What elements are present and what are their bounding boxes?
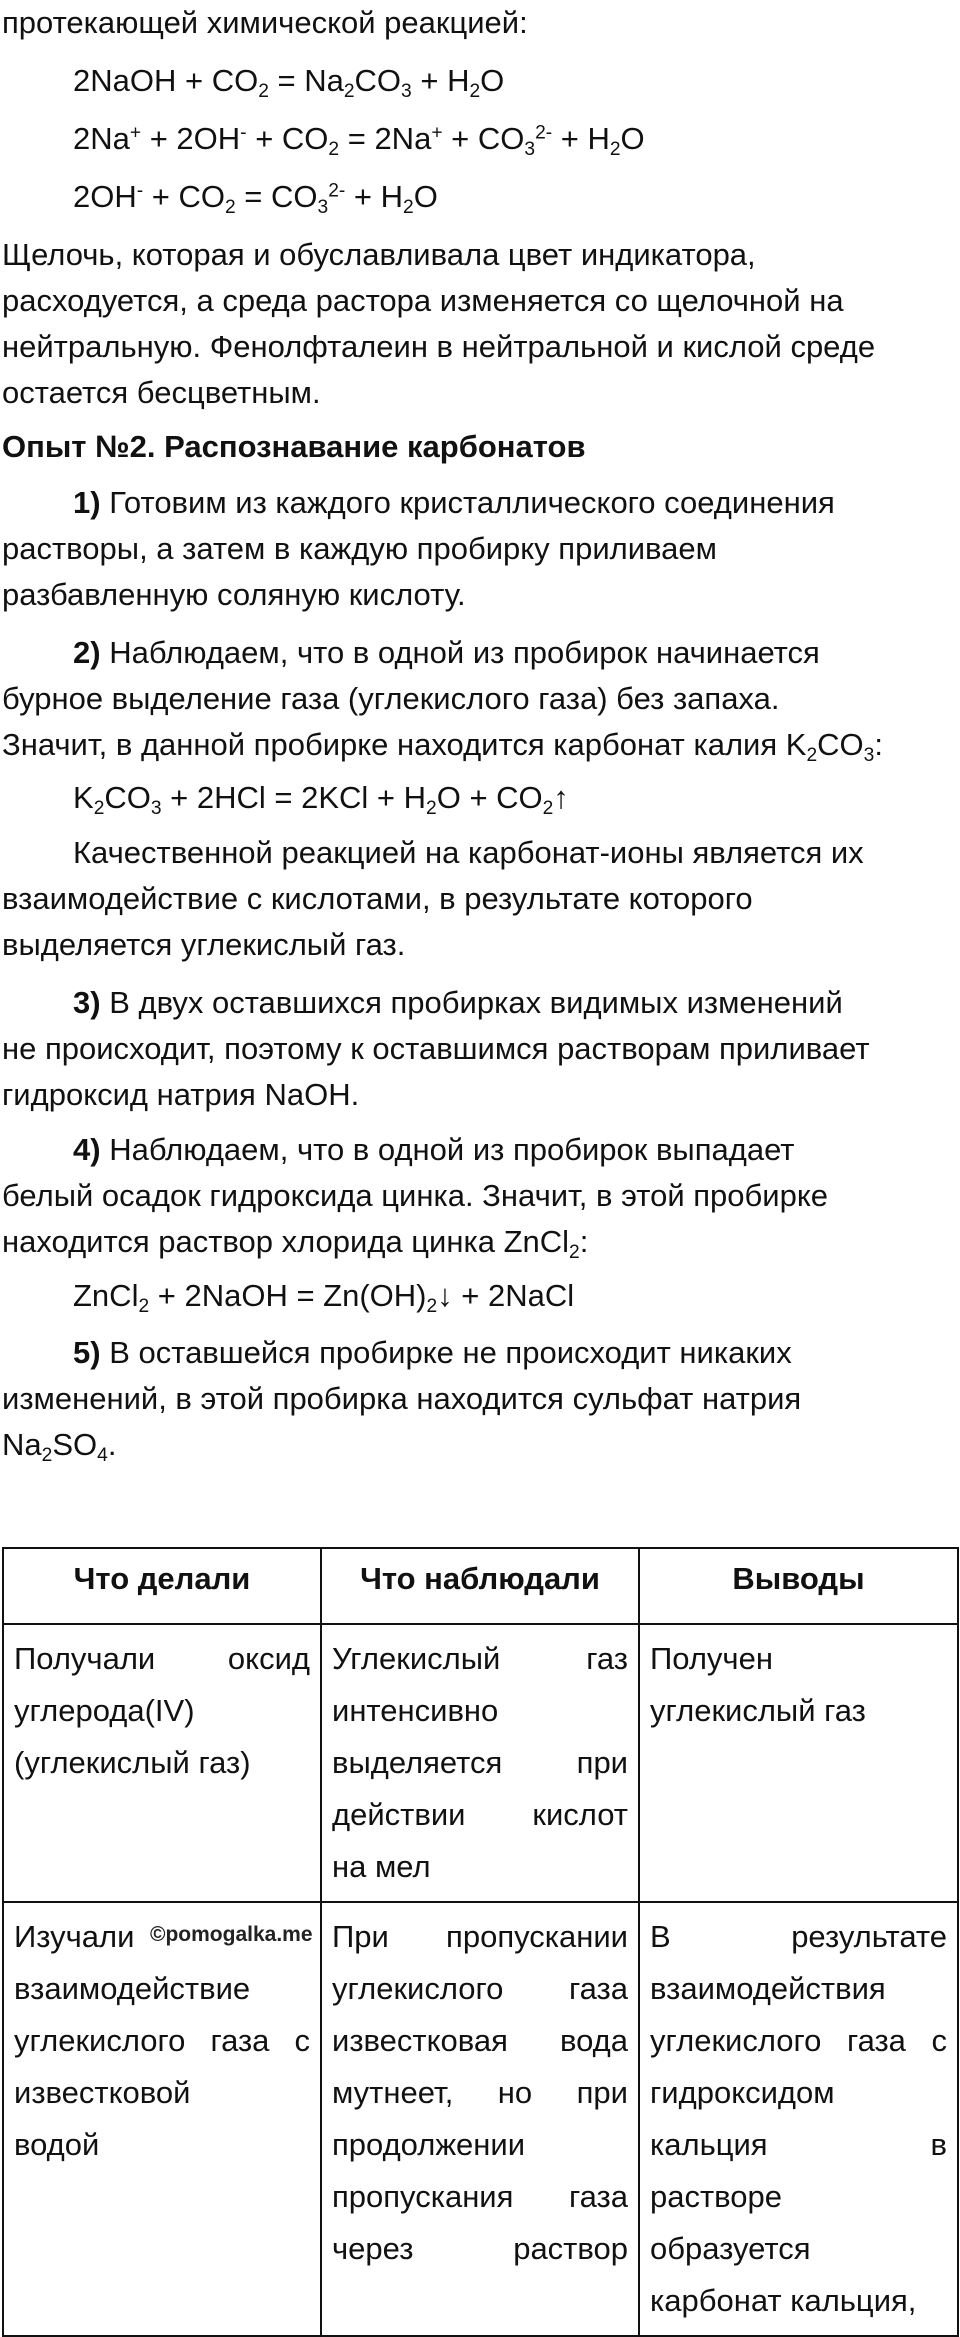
- step1-first-line: [73, 480, 835, 525]
- equation-k2co3: $K_2CO_3 + 2HCl = 2KCl + H_2O$ + $CO_2↑$: [73, 780, 569, 820]
- cell-line: В результате: [650, 1919, 947, 1954]
- paragraph1-line: Щелочь, которая и обуславливала цвет индикатора,: [2, 237, 756, 272]
- step2-first-line: [73, 630, 820, 675]
- cell-line: водой: [14, 2127, 100, 2162]
- cell-line: пропускания газа: [332, 2179, 628, 2214]
- cell-line: углекислого газа с: [14, 2023, 310, 2058]
- cell-line: углекислый газ: [650, 1693, 866, 1728]
- step-number: 5): [73, 1335, 101, 1370]
- equation-2: $2Na^+ + 2OH^- + CO_2 = 2Na^+ + CO_3^{2-} + H_2O$: [73, 121, 645, 161]
- cell-observed: [321, 1902, 639, 2336]
- cell-line: на мел: [332, 1849, 431, 1884]
- step-text: Готовим из каждого кристаллического соединения: [100, 485, 835, 520]
- cell-line: продолжении: [332, 2127, 526, 2162]
- cell-line: взаимодействия: [650, 1971, 886, 2006]
- qualitative-line: Качественной реакцией на карбонат-ионы является их: [73, 835, 864, 870]
- equation-1: 2NaOH + $CO_2 = Na_2CO_3 + H_2O$: [73, 63, 505, 103]
- paragraph1-line: расходуется, а среда растора изменяется со щелочной на: [2, 283, 844, 318]
- header-conclusions: Выводы: [639, 1548, 958, 1624]
- step-number: 1): [73, 485, 101, 520]
- cell-line: взаимодействие: [14, 1971, 251, 2006]
- table-row: [3, 1624, 958, 1902]
- results-table: [2, 1547, 959, 2337]
- step1-line: растворы, а затем в каждую пробирку приливаем: [2, 531, 717, 566]
- step4-line: белый осадок гидроксида цинка. Значит, в этой пробирке: [2, 1178, 828, 1213]
- step-number: 2): [73, 635, 101, 670]
- cell-line: мутнеет, но при: [332, 2075, 628, 2110]
- cell-line: Углекислый газ: [332, 1641, 628, 1676]
- cell-line: выделяется при: [332, 1745, 628, 1780]
- step3-line: не происходит, поэтому к оставшимся растворам приливает: [2, 1031, 870, 1066]
- cell-observed: [321, 1624, 639, 1902]
- cell-line: углекислого газа с: [650, 2023, 947, 2058]
- step4-line: находится раствор хлорида цинка ZnCl$_2$:: [2, 1224, 589, 1264]
- cell-line: При пропускании: [332, 1919, 628, 1954]
- cell-line: растворе: [650, 2179, 783, 2214]
- step2-line: бурное выделение газа (углекислого газа) без запаха.: [2, 681, 780, 716]
- step-text: Наблюдаем, что в одной из пробирок начинается: [100, 635, 820, 670]
- table-row: [3, 1902, 958, 2336]
- cell-conclusion: [639, 1902, 958, 2336]
- qualitative-line: выделяется углекислый газ.: [2, 927, 406, 962]
- cell-line: кальция в: [650, 2127, 947, 2162]
- cell-line: интенсивно: [332, 1693, 499, 1728]
- equation-3: $2OH^- + CO_2 = CO_3^{2-} + H_2O$: [73, 179, 438, 219]
- step5-line: $Na_2SO_4$.: [2, 1427, 117, 1467]
- cell-line: известковая вода: [332, 2023, 628, 2058]
- cell-line: известковой: [14, 2075, 191, 2110]
- watermark-text: ©pomogalka.me: [150, 1923, 313, 1946]
- intro-line: протекающей химической реакцией:: [2, 5, 528, 40]
- cell-did: [3, 1624, 321, 1902]
- step1-line: разбавленную соляную кислоту.: [2, 577, 466, 612]
- step-number: 4): [73, 1132, 101, 1167]
- step-text: В оставшейся пробирке не происходит никаких: [100, 1335, 792, 1370]
- step5-line: изменений, в этой пробирка находится сульфат натрия: [2, 1381, 802, 1416]
- cell-line: карбонат кальция,: [650, 2283, 917, 2318]
- paragraph1-line: нейтральную. Фенолфталеин в нейтральной и кислой среде: [2, 329, 876, 364]
- cell-line: через раствор: [332, 2231, 628, 2266]
- step3-line: гидроксид натрия NaOH.: [2, 1077, 360, 1112]
- cell-line: углерода(IV): [14, 1693, 195, 1728]
- header-did: Что делали: [3, 1548, 321, 1624]
- step-text: В двух оставшихся пробирках видимых изменений: [100, 985, 843, 1020]
- paragraph1-line: остается бесцветным.: [2, 375, 321, 410]
- cell-did: [3, 1902, 321, 2336]
- step3-first-line: [73, 980, 843, 1025]
- step2-line: Значит, в данной пробирке находится карбонат калия $K_2CO_3$:: [2, 727, 883, 767]
- step4-first-line: [73, 1127, 794, 1172]
- cell-line: действии кислот: [332, 1797, 628, 1832]
- step5-first-line: [73, 1330, 792, 1375]
- cell-line: (углекислый газ): [14, 1745, 251, 1780]
- cell-line: Изучали: [14, 1919, 135, 1954]
- cell-line: углекислого газа: [332, 1971, 628, 2006]
- header-observed: Что наблюдали: [321, 1548, 639, 1624]
- cell-line: гидроксидом: [650, 2075, 835, 2110]
- qualitative-line: взаимодействие с кислотами, в результате которого: [2, 881, 753, 916]
- section-heading: Опыт №2. Распознавание карбонатов: [2, 429, 586, 464]
- cell-line: Получен: [650, 1641, 773, 1676]
- step-text: Наблюдаем, что в одной из пробирок выпадает: [100, 1132, 795, 1167]
- step-number: 3): [73, 985, 101, 1020]
- table-header-row: [3, 1548, 958, 1624]
- equation-zncl2: ZnCl$_2$ + 2NaOH = $Zn(OH)_2↓$ + 2NaCl: [73, 1278, 575, 1318]
- cell-line: Получали оксид: [14, 1641, 310, 1676]
- cell-conclusion: [639, 1624, 958, 1902]
- cell-line: образуется: [650, 2231, 811, 2266]
